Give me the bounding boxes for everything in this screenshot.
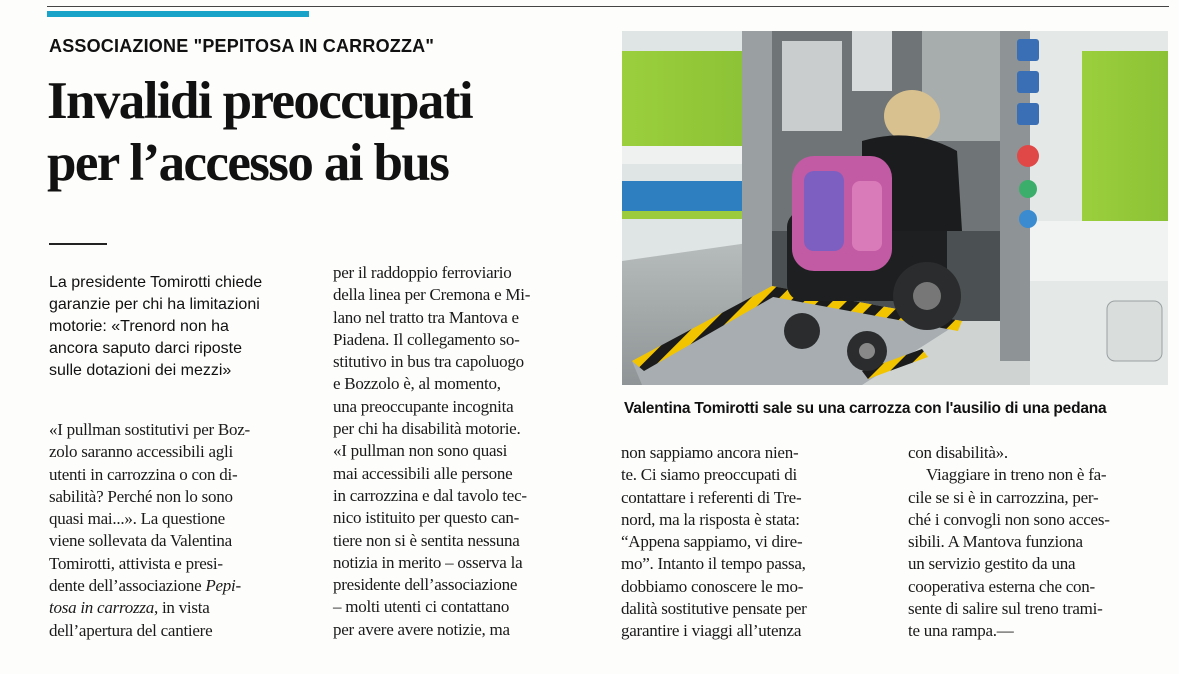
body-line: te. Ci siamo preoccupati di (621, 465, 797, 485)
body-line (49, 575, 311, 597)
body-line: in carrozzina e dal tavolo tec- (333, 485, 527, 505)
body-line: cile se si è in carrozzina, per- (908, 487, 1099, 507)
body-line: utenti in carrozzina o con di- (49, 464, 238, 484)
subhead-line: ancora saputo darci riposte (49, 340, 242, 357)
body-line: Viaggiare in treno non è fa- (926, 465, 1107, 485)
body-text: dente dell’associazione (49, 576, 206, 596)
body-line: Piadena. Il collegamento so- (333, 329, 520, 349)
body-column-3 (621, 442, 887, 643)
body-line: mo”. Intanto il tempo passa, (621, 554, 806, 574)
body-line: lano nel tratto tra Mantova e (333, 307, 519, 327)
body-line: per chi ha disabilità motorie. (333, 419, 521, 439)
subhead-line: motorie: «Trenord non ha (49, 318, 229, 335)
body-line: “Appena sappiamo, vi dire- (621, 532, 803, 552)
article-kicker: ASSOCIAZIONE "PEPITOSA IN CARROZZA" (49, 36, 435, 56)
body-line: «I pullman sostitutivi per Boz- (49, 420, 250, 439)
body-line: non sappiamo ancora nien- (621, 443, 799, 462)
subhead-rule (49, 243, 107, 245)
body-column-1 (49, 419, 311, 642)
body-line: della linea per Cremona e Mi- (333, 285, 531, 305)
headline-line: Invalidi preoccupati (47, 72, 472, 130)
body-line: dobbiamo conoscere le mo- (621, 576, 804, 596)
body-line: dell’apertura del cantiere (49, 620, 213, 640)
body-line: garantire i viaggi all’utenza (621, 621, 802, 641)
association-name-italic: Pepi- (205, 576, 241, 596)
body-text: , in vista (153, 598, 210, 618)
body-line: mai accessibili alle persone (333, 463, 513, 483)
article-subhead (49, 272, 309, 382)
body-line: stitutivo in bus tra capoluogo (333, 352, 524, 372)
body-line: e Bozzolo è, al momento, (333, 374, 501, 394)
headline-line: per l’accesso ai bus (47, 134, 449, 192)
article-photo (622, 31, 1168, 385)
photo-caption: Valentina Tomirotti sale su una carrozza con l'ausilio di una pedana (624, 400, 1107, 417)
body-line: per il raddoppio ferroviario (333, 263, 512, 282)
section-accent-bar (47, 11, 309, 17)
body-line: sente di salire sul treno trami- (908, 599, 1103, 619)
body-line: «I pullman non sono quasi (333, 441, 508, 461)
body-line (49, 597, 311, 619)
subhead-line: La presidente Tomirotti chiede (49, 274, 263, 291)
article-headline (47, 70, 617, 194)
body-column-4 (908, 442, 1170, 643)
association-name-italic: tosa in carrozza (49, 598, 154, 618)
body-line: zolo saranno accessibili agli (49, 442, 233, 462)
body-line: Tomirotti, attivista e presi- (49, 553, 223, 573)
body-line: per avere avere notizie, ma (333, 619, 510, 639)
body-line: un servizio gestito da una (908, 554, 1076, 574)
body-line: nico istituito per questo can- (333, 508, 520, 528)
body-line: ché i convogli non sono acces- (908, 509, 1110, 529)
body-line: – molti utenti ci contattano (333, 597, 510, 617)
body-line: con disabilità». (908, 443, 1008, 462)
body-line: sabilità? Perché non lo sono (49, 486, 233, 506)
body-line: quasi mai...». La questione (49, 509, 225, 529)
subhead-line: sulle dotazioni dei mezzi» (49, 362, 232, 379)
body-line: sibili. A Mantova funziona (908, 532, 1083, 552)
body-line: presidente dell’associazione (333, 575, 518, 595)
top-rule (47, 6, 1169, 7)
body-line: una preoccupante incognita (333, 396, 514, 416)
body-line: contattare i referenti di Tre- (621, 487, 802, 507)
body-line: notizia in merito – osserva la (333, 552, 523, 572)
subhead-line: garanzie per chi ha limitazioni (49, 296, 260, 313)
body-line: nord, ma la risposta è stata: (621, 509, 800, 529)
body-column-2 (333, 262, 597, 641)
body-line: tiere non si è sentita nessuna (333, 530, 520, 550)
body-line: cooperativa esterna che con- (908, 576, 1095, 596)
body-line: dalità sostitutive pensate per (621, 599, 807, 619)
body-line: te una rampa.— (908, 621, 1014, 641)
body-line: viene sollevata da Valentina (49, 531, 232, 551)
